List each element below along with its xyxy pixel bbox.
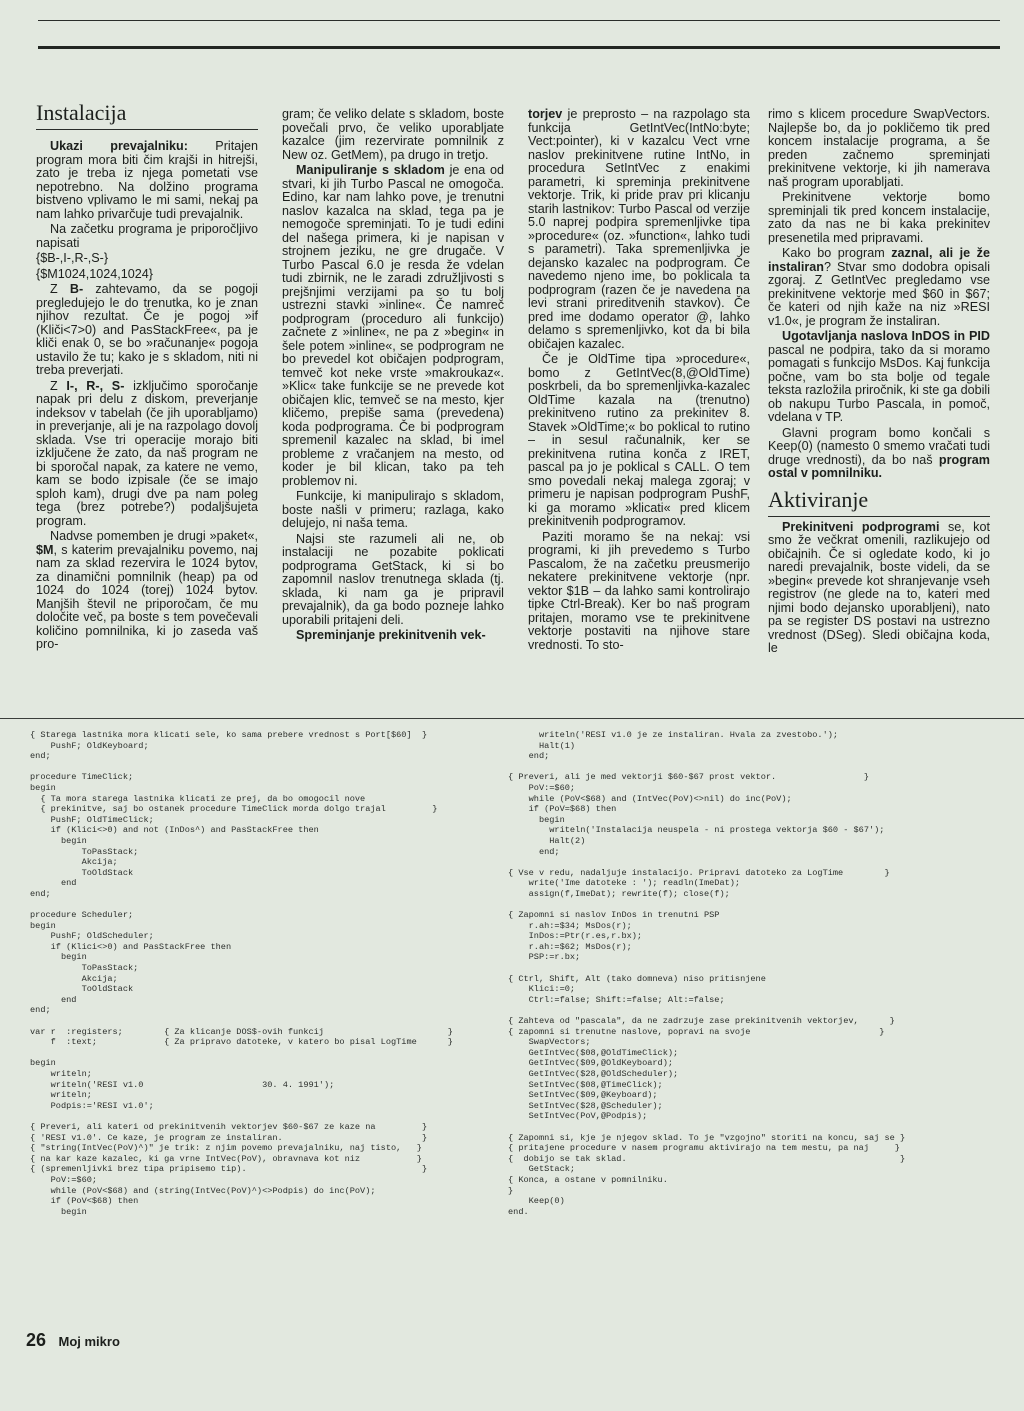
directive-line: {$M1024,1024,1024} bbox=[36, 266, 153, 281]
column-2 bbox=[282, 108, 504, 643]
paragraph-text: se, kot smo že večkrat omenili, razlikujejo od običajnih. Če si ogledate kodo, ki jo naredi prevajalnik, boste videli, da se »begin« prevede kot shranjevanje vseh registrov (ne glede na to, kateri med njimi bodo dejansko uporabljeni), nato pa se register DS postavi na ustrezno vrednost (DSeg). Sledi običajna koda, le bbox=[768, 519, 990, 655]
paragraph: Če je OldTime tipa »procedure«, bomo z GetIntVec(8,@OldTime) poskrbeli, da bo spremenljivka-kazalec OldTime kazala na (trenutno) prekinitveno rutino za prekinitev 8. Stavek »OldTime;« bo poklical to rutino – in sesul računalnik, ker se prekinitvena rutina konča z IRET, pascal pa jo je poklical s CALL. O tem smo povedali nekaj malega zgoraj; v primeru je napisan podprogram PushF, ki ga moramo »klicati« pred klicem prekinitvenih podprogramov. bbox=[528, 352, 750, 528]
paragraph-text: je preprosto – na razpolago sta funkcija GetIntVec(IntNo:byte; Vect:pointer), ki v kazalcu Vect vrne naslov prekinitvene rutine IntNo, in procedura SetIntVec z enakimi parametri, ki spreminja prekinitvene vektorje. Trik, ki pride prav pri klicanju starih lastnikov: Turbo Pascal od verzije 5.0 naprej podpira spremenljivke tipa »procedure« (oz. »function«, lahko tudi s parametri). Taka spremenljivka je dejansko kazalec na podprogram. Če navedemo njeno ime, bo poklicala ta podprogram (razen če je navedena na levi strani prireditvenih stavkov). Če pred ime dodamo operator @, lahko delamo s spremenljivko, kot da bi bila običajen kazalec. bbox=[528, 107, 750, 351]
paragraph bbox=[528, 108, 750, 351]
paragraph-text: Z bbox=[50, 282, 70, 296]
inline-bold: $M bbox=[36, 542, 54, 557]
paragraph bbox=[282, 629, 504, 643]
paragraph-text: Pritajen program mora biti čim krajši in hitrejši, zato je treba iz njega pometati vse nepotrebno. Na dolžino programa bistveno vplivamo le mi sami, nekaj pa nam lahko privarčuje tudi prevajalnik. bbox=[36, 139, 259, 221]
top-thick-rule bbox=[38, 46, 1000, 49]
paragraph-text: zahtevamo, da se pogoji pregledujejo le do trenutka, ko je znan njihov rezultat. Če je pogoj »if (Kliči<7>0) and PasStackFree«, pa je kliči enak 0, se bo »računanje« pogoja ustavilo že tu; kako je s skladom, niti ni treba preverjati. bbox=[36, 282, 258, 377]
paragraph bbox=[36, 140, 258, 221]
paragraph-text: Z bbox=[50, 378, 67, 393]
code-divider bbox=[0, 718, 1024, 719]
lead-bold: Manipuliranje s skladom bbox=[296, 163, 445, 177]
paragraph: Na začetku programa je priporočljivo napisati bbox=[36, 222, 258, 250]
paragraph-text: , s katerim prevajalniku povemo, naj nam za sklad rezervira le 1024 bytov, za dinamični pomnilnik (heap) pa od 1024 do 1024 (torej) 1024 bytov. Manjših števil ne priporočam, če mu določite več, pa boste s tem povečevali količino pomnilnika, ki jo zaseda vaš pro- bbox=[36, 542, 258, 651]
paragraph: Najsi ste razumeli ali ne, ob instalaciji ne pozabite poklicati podprograma GetStack, ki si bo zapomnil naslov trenutnega sklada (tj. sklada, ki nam ga je pripravil prevajalnik), da ga bodo pozneje lahko uporabili pritajeni deli. bbox=[282, 531, 504, 627]
paragraph bbox=[36, 380, 258, 529]
paragraph-text: ? Stvar smo dodobra opisali zgoraj. Z GetIntVec pregledamo vse prekinitvene vektorje med $60 in $67; če kateri od njih kaže na niz »RESI v1.0«, je program že instaliran. bbox=[768, 259, 990, 328]
column-4 bbox=[768, 108, 990, 656]
paragraph-text: izključimo sporočanje napak pri delu z diskom, preverjanje indeksov v tabelah (če jih uporabljamo) in preverjanje, ali je na razpolago dovolj sklada. Vse tri operacije morajo biti izključene že zato, da naš program ne bi sporočal napak, za katere ne vemo, kam se bodo izpisale (če se imajo sploh kam), drugi dve pa nam poleg tega (brez potrebe?) podaljšujeta program. bbox=[36, 378, 258, 528]
inline-bold: I-, R-, S- bbox=[66, 378, 125, 393]
paragraph-text: Glavni program bomo končali s Keep(0) (namesto 0 smemo vračati tudi druge vrednosti), da bo naš bbox=[768, 425, 990, 467]
paragraph-text: je ena od stvari, ki jih Turbo Pascal ne omogoča. Edino, kar nam lahko pove, je trenutni naslov kazalca na sklad, tega pa je nemogoče spreminjati. To je tudi edini del našega primera, ki je napisan v strojnem jeziku, ne gre drugače. V Turbo Pascal 6.0 je resda že vdelan tudi zbirnik, ne le zaradi združljivosti s prejšnjimi verzijami pa so tu bolj ustrezni stavki »inline«. Če namreč podprogram (proceduro ali funkcijo) začnete z »inline«, ne pa z »begin« in šele potem »inline«, se podprogram ne bo prevedel kot običajen podprogram, temveč kot neke vrste »makroukaz«. »Klic« take funkcije se ne prevede kot običajen klic, temveč se na mesto, kjer kličemo, prepiše sama (prevedena) koda podprograma. Če bi podprogram spremenil kazalec na sklad, bi imel probleme z vračanjem na mesto, od koder je bil klican, tako pa teh problemov ni. bbox=[282, 163, 504, 488]
paragraph bbox=[36, 283, 258, 378]
column-1 bbox=[36, 100, 258, 652]
column-3 bbox=[528, 108, 750, 652]
inline-bold: program ostal v pomnilniku. bbox=[768, 452, 990, 480]
heading-instalacija: Instalacija bbox=[36, 100, 258, 130]
paragraph: Prekinitvene vektorje bomo spreminjali tik pred koncem instalacije, zato da nas ne bi kaka prekinitev presenetila med pripravami. bbox=[768, 190, 990, 245]
top-thin-rule bbox=[38, 20, 1000, 21]
code-listing-right: writeln('RESI v1.0 je ze instaliran. Hvala za zvestobo.'); Halt(1) end; { Preveri, ali je med vektorji $60-$67 prost vektor. } PoV:=$60; while (PoV<$68) and (IntVec(PoV)<>nil) do inc(PoV); if (PoV=$68) then begin writeln('Instalacija neuspela - ni prostega vektorja $60 - $67'); Halt(2) end; { Vse v redu, nadaljuje instalacijo. Pripravi datoteko za LogTime } write('Ime datoteke : '); readln(ImeDat); assign(f,ImeDat); rewrite(f); close(f); { Zapomni si naslov InDos in trenutni PSP r.ah:=$34; MsDos(r); InDos:=Ptr(r.es,r.bx); r.ah:=$62; MsDos(r); PSP:=r.bx; { Ctrl, Shift, Alt (tako domneva) niso pritisnjene Klici:=0; Ctrl:=false; Shift:=false; Alt:=false; { Zahteva od "pascala", da ne zadrzuje zase prekinitvenih vektorjev, } { zapomni si trenutne naslove, popravi na svoje } SwapVectors; GetIntVec($08,@OldTimeClick); GetIntVec($09,@OldKeyboard); GetIntVec($28,@OldScheduler); SetIntVec($08,@TimeClick); SetIntVec($09,@Keyboard); SetIntVec($28,@Scheduler); SetIntVec(PoV,@Podpis); { Zapomni si, kje je njegov sklad. To je "vzgojno" storiti na koncu, saj se } { pritajene procedure v nasem programu aktivirajo na tem mestu, pa naj } { dobijo se tak sklad. } GetStack; { Konca, a ostane v pomnilniku. } Keep(0) end. bbox=[508, 730, 906, 1217]
lead-bold: Prekinitveni podprogrami bbox=[782, 519, 940, 534]
magazine-name: Moj mikro bbox=[58, 1334, 120, 1349]
paragraph: Funkcije, ki manipulirajo s skladom, boste našli v primeru; razlaga, kako delujejo, ni naša tema. bbox=[282, 489, 504, 530]
paragraph: Paziti moramo še na nekaj: vsi programi, ki jih prevedemo s Turbo Pascalom, že na začetku preusmerijo nekatere prekinitvene vektorje (npr. vektor $1B – da lahko sami kontrolirajo tipke Ctrl-Break). Ker bo naš program pritajen, moramo vse te prekinitvene vektorje postaviti na njihove stare vrednosti. To sto- bbox=[528, 529, 750, 652]
inline-bold: zaznal, ali je že instaliran bbox=[768, 246, 990, 274]
heading-aktiviranje: Aktiviranje bbox=[768, 487, 990, 517]
paragraph-text: Nadvse pomemben je drugi »paket«, bbox=[50, 529, 258, 543]
lead-bold: torjev bbox=[528, 107, 563, 121]
lead-bold: Ugotavljanja naslova InDOS in PID bbox=[782, 329, 990, 343]
page-number: 26 bbox=[26, 1330, 47, 1350]
paragraph: rimo s klicem procedure SwapVectors. Najlepše bo, da jo pokličemo tik pred koncem instalacije programa, a še preden začnemo spreminjati prekinitvene vektorje, ki jih namerava naš program uporabljati. bbox=[768, 107, 990, 189]
lead-bold: Ukazi prevajalniku: bbox=[50, 139, 188, 153]
paragraph bbox=[768, 427, 990, 481]
directive-line: {$B-,I-,R-,S-} bbox=[36, 251, 109, 265]
paragraph-text: pascal ne podpira, tako da si moramo pomagati s funkcijo MsDos. Kaj funkcija počne, vam bo sta bolje od tegale teksta razložila priročnik, ki ste ga dobili ob nakupu Turbo Pascala, in pomoč, vdelana v TP. bbox=[768, 342, 990, 424]
code-listing-left: { Starega lastnika mora klicati sele, ko sama prebere vrednost s Port[$60] } PushF; OldKeyboard; end; procedure TimeClick; begin { Ta mora starega lastnika klicati ze prej, da bo omogocil nove { prekinitve, saj bo ostanek procedure TimeClick morda dolgo trajal } PushF; OldTimeClick; if (Klici<>0) and not (InDos^) and PasStackFree then begin ToPasStack; Akcija; ToOldStack end end; procedure Scheduler; begin PushF; OldScheduler; if (Klici<>0) and PasStackFree then begin ToPasStack; Akcija; ToOldStack end end; var r :registers; { Za klicanje DOS$-ovih funkcij } f :text; { Za pripravo datoteke, v katero bo pisal LogTime } begin writeln; writeln('RESI v1.0 30. 4. 1991'); writeln; Podpis:='RESI v1.0'; { Preveri, ali kateri od prekinitvenih vektorjev $60-$67 ze kaze na } { 'RESI v1.0'. Ce kaze, je program ze instaliran. } { "string(IntVec(PoV)^)" je trik: z njim povemo prevajalniku, naj tisto, } { na kar kaze kazalec, ki ga vrne IntVec(PoV), obravnava kot niz } { (spremenljivki brez tipa pripisemo tip). } PoV:=$60; while (PoV<$68) and (string(IntVec(PoV)^)<>Podpis) do inc(PoV); if (PoV<$68) then begin bbox=[30, 730, 453, 1217]
paragraph bbox=[768, 247, 990, 328]
lead-bold: Spreminjanje prekinitvenih vek- bbox=[296, 628, 486, 642]
paragraph bbox=[282, 164, 504, 488]
paragraph bbox=[768, 521, 990, 656]
paragraph bbox=[36, 530, 258, 652]
page-footer bbox=[26, 1330, 120, 1351]
paragraph: gram; če veliko delate s skladom, boste povečali prvo, če veliko uporabljate kazalce (jim rezervirate pomnilnik z New oz. GetMem), pa drugo in tretjo. bbox=[282, 107, 504, 162]
inline-bold: B- bbox=[69, 282, 84, 296]
paragraph-text: Kako bo program bbox=[782, 246, 892, 260]
paragraph bbox=[768, 330, 990, 425]
